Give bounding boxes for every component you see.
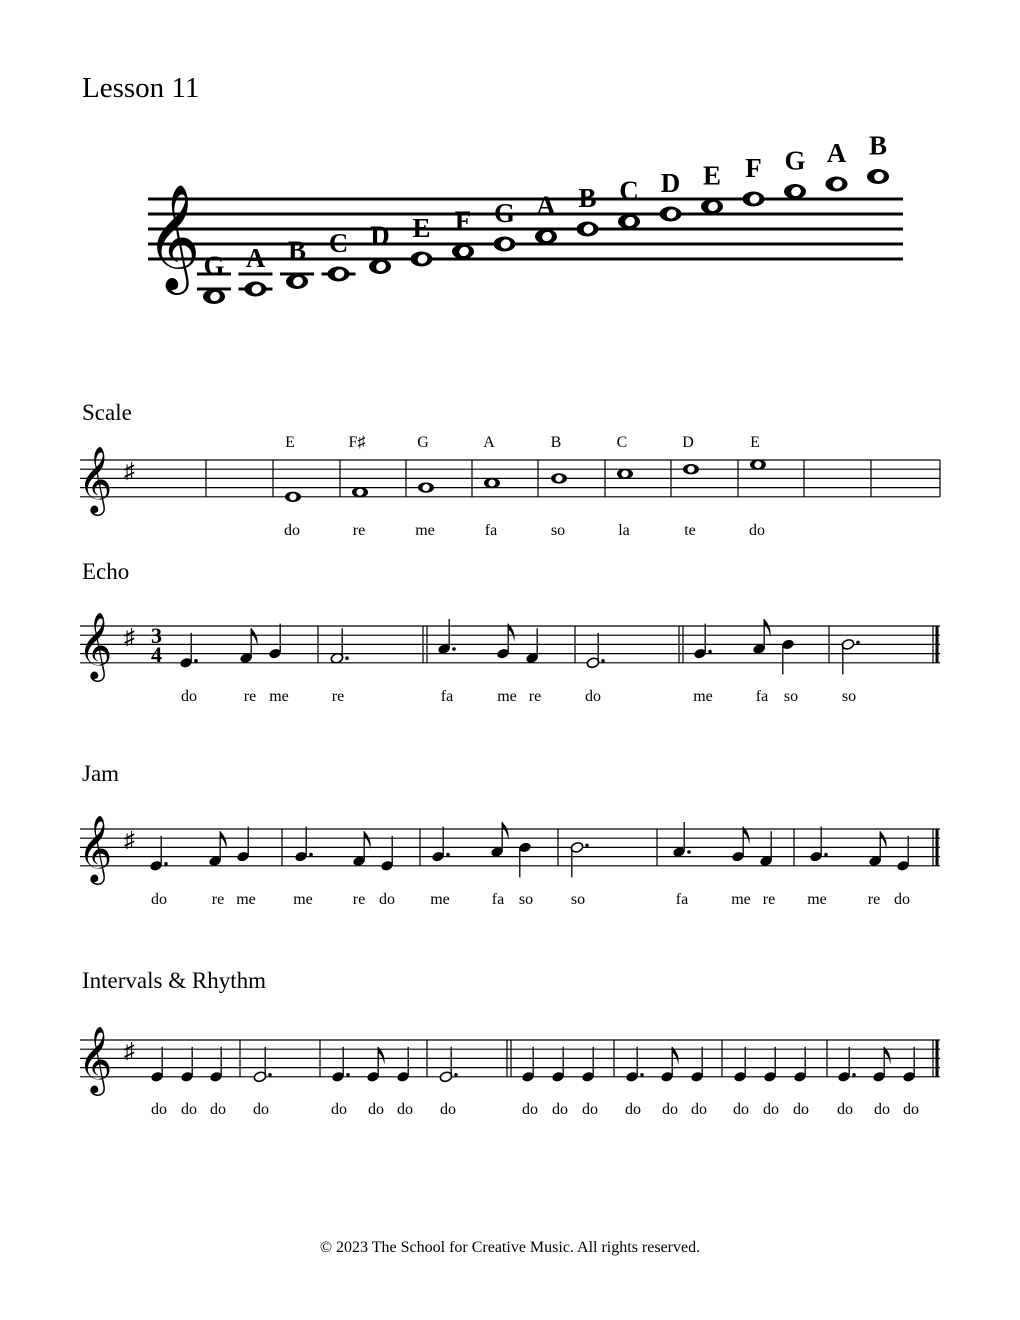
whole-note xyxy=(683,464,699,474)
quarter-note xyxy=(581,1047,595,1083)
whole-note xyxy=(286,274,308,289)
note-letter: F♯ xyxy=(348,434,366,451)
quarter-note xyxy=(437,619,456,655)
quarter-note xyxy=(733,1047,747,1083)
solfege-syllable: re xyxy=(762,891,776,908)
whole-note xyxy=(352,487,368,497)
note-letter: B xyxy=(550,434,562,451)
solfege-syllable: fa xyxy=(440,688,454,705)
note-letter: A xyxy=(536,190,556,221)
eighth-note xyxy=(490,822,509,858)
half-note xyxy=(439,1047,458,1083)
solfege-syllable: do xyxy=(181,1101,197,1118)
whole-note xyxy=(867,169,889,184)
quarter-note xyxy=(793,1047,807,1083)
solfege-syllable: me xyxy=(293,891,313,908)
whole-note xyxy=(750,459,766,469)
staff xyxy=(78,447,940,516)
quarter-note xyxy=(150,1047,164,1083)
half-note xyxy=(330,628,349,664)
note-letter: A xyxy=(245,243,266,273)
quarter-note xyxy=(149,836,168,872)
note-letter: F xyxy=(745,153,762,183)
quarter-note xyxy=(763,1047,777,1083)
solfege-syllable: me xyxy=(415,522,435,539)
eighth-note xyxy=(872,1047,891,1083)
solfege-syllable: re xyxy=(211,891,225,908)
solfege-syllable: do xyxy=(379,891,395,908)
note-letter: E xyxy=(750,434,760,451)
half-note xyxy=(570,841,589,877)
sharp-icon: ♯ xyxy=(124,624,135,649)
note-letter: G xyxy=(784,145,806,176)
solfege-syllable: do xyxy=(585,688,601,705)
section-title-echo: Echo xyxy=(82,559,130,584)
quarter-note xyxy=(180,1047,194,1083)
note-letter: B xyxy=(868,130,888,161)
solfege-syllable: me xyxy=(807,891,827,908)
quarter-note xyxy=(809,827,828,863)
note-letter: C xyxy=(619,175,639,206)
quarter-note xyxy=(294,827,313,863)
quarter-note xyxy=(690,1047,704,1083)
treble-clef-icon: 𝄞 xyxy=(78,816,113,881)
solfege-syllable: fa xyxy=(675,891,689,908)
quarter-note xyxy=(693,624,712,660)
eighth-note xyxy=(752,619,771,655)
solfege-syllable: do xyxy=(397,1101,413,1118)
whole-note xyxy=(203,289,225,304)
half-note xyxy=(841,638,860,674)
whole-note xyxy=(826,177,848,192)
whole-note xyxy=(369,259,391,274)
section-title-scale: Scale xyxy=(82,400,132,425)
solfege-syllable: so xyxy=(570,891,586,908)
sharp-icon: ♯ xyxy=(124,827,135,852)
whole-note xyxy=(328,267,350,282)
solfege-syllable: so xyxy=(518,891,534,908)
staff xyxy=(78,1027,940,1096)
solfege-syllable: do xyxy=(151,891,167,908)
quarter-note xyxy=(521,1047,535,1083)
solfege-syllable: me xyxy=(497,688,517,705)
solfege-syllable: re xyxy=(867,891,881,908)
staff xyxy=(78,816,940,885)
solfege-syllable: do xyxy=(749,522,765,539)
solfege-syllable: te xyxy=(684,522,696,539)
note-letter: D xyxy=(682,434,694,451)
quarter-note xyxy=(896,836,910,872)
treble-clef-icon: 𝄞 xyxy=(78,1027,113,1092)
solfege-syllable: do xyxy=(210,1101,226,1118)
whole-note xyxy=(494,237,516,252)
solfege-syllable: do xyxy=(368,1101,384,1118)
note-letter: A xyxy=(826,138,847,168)
whole-note xyxy=(784,184,806,199)
solfege-syllable: me xyxy=(430,891,450,908)
whole-note xyxy=(245,282,267,297)
time-signature: 4 xyxy=(151,642,162,667)
whole-note xyxy=(701,199,723,214)
quarter-note xyxy=(431,827,450,863)
solfege-syllable: do xyxy=(181,688,197,705)
treble-clef-icon: 𝄞 xyxy=(78,613,113,678)
score xyxy=(0,340,1020,1200)
solfege-syllable: do xyxy=(284,522,300,539)
solfege-syllable: re xyxy=(331,688,345,705)
solfege-syllable: re xyxy=(352,891,366,908)
sharp-icon: ♯ xyxy=(124,1038,135,1063)
time-signature: 3 xyxy=(151,623,162,648)
treble-clef-icon xyxy=(146,185,200,295)
note-letter: E xyxy=(285,434,295,451)
solfege-syllable: do xyxy=(625,1101,641,1118)
note-letter: C xyxy=(328,228,349,258)
quarter-note xyxy=(380,836,394,872)
section-title-jam: Jam xyxy=(82,761,120,786)
quarter-note xyxy=(331,1047,350,1083)
whole-note xyxy=(551,473,567,483)
solfege-syllable: do xyxy=(582,1101,598,1118)
note-letter: G xyxy=(493,198,516,228)
quarter-note xyxy=(179,633,198,669)
whole-note xyxy=(452,244,474,259)
solfege-syllable: la xyxy=(618,522,630,539)
solfege-syllable: so xyxy=(841,688,857,705)
note-letter: E xyxy=(702,160,722,191)
eighth-note xyxy=(731,827,750,863)
solfege-syllable: do xyxy=(691,1101,707,1118)
solfege-syllable: do xyxy=(837,1101,853,1118)
note-letter: B xyxy=(287,235,307,266)
solfege-syllable: do xyxy=(151,1101,167,1118)
quarter-note xyxy=(236,827,250,863)
whole-note xyxy=(285,492,301,502)
quarter-note xyxy=(525,628,539,664)
solfege-syllable: fa xyxy=(484,522,498,539)
quarter-note xyxy=(396,1047,410,1083)
solfege-syllable: re xyxy=(243,688,257,705)
half-note xyxy=(253,1047,272,1083)
copyright-footer: © 2023 The School for Creative Music. All rights reserved. xyxy=(319,1239,701,1256)
solfege-syllable: do xyxy=(440,1101,456,1118)
quarter-note xyxy=(268,624,282,660)
solfege-syllable: do xyxy=(253,1101,269,1118)
solfege-syllable: do xyxy=(793,1101,809,1118)
section-title-intervals: Intervals & Rhythm xyxy=(82,968,266,993)
solfege-syllable: me xyxy=(731,891,751,908)
note-letter: G xyxy=(203,250,225,281)
eighth-note xyxy=(496,624,515,660)
lesson-title: Lesson 11 xyxy=(82,72,200,104)
note-letter: D xyxy=(370,220,390,251)
solfege-syllable: fa xyxy=(755,688,769,705)
eighth-note xyxy=(352,831,371,867)
solfege-syllable: do xyxy=(894,891,910,908)
quarter-note xyxy=(781,638,795,674)
note-letter: F xyxy=(454,205,472,236)
quarter-note xyxy=(551,1047,565,1083)
quarter-note xyxy=(518,841,532,877)
solfege-syllable: do xyxy=(763,1101,779,1118)
note-letter: A xyxy=(483,434,495,451)
whole-note xyxy=(743,192,765,207)
sharp-icon: ♯ xyxy=(124,458,135,483)
quarter-note xyxy=(209,1047,223,1083)
solfege-syllable: me xyxy=(693,688,713,705)
quarter-note xyxy=(902,1047,916,1083)
half-note xyxy=(586,633,605,669)
quarter-note xyxy=(625,1047,644,1083)
solfege-syllable: do xyxy=(331,1101,347,1118)
solfege-syllable: re xyxy=(528,688,542,705)
eighth-note xyxy=(868,831,887,867)
whole-note xyxy=(618,214,640,229)
whole-note xyxy=(411,252,433,267)
solfege-syllable: me xyxy=(236,891,256,908)
overview-staff xyxy=(0,0,1020,340)
solfege-syllable: fa xyxy=(491,891,505,908)
solfege-syllable: do xyxy=(903,1101,919,1118)
note-letter: B xyxy=(578,183,597,213)
svg-text:𝄞: 𝄞 xyxy=(146,186,201,288)
eighth-note xyxy=(239,628,258,664)
whole-note xyxy=(418,482,434,492)
note-letter: C xyxy=(616,434,628,451)
quarter-note xyxy=(672,822,691,858)
whole-note xyxy=(660,207,682,222)
solfege-syllable: do xyxy=(874,1101,890,1118)
whole-note xyxy=(577,222,599,237)
staff xyxy=(78,613,940,682)
solfege-syllable: do xyxy=(733,1101,749,1118)
eighth-note xyxy=(366,1047,385,1083)
solfege-syllable: do xyxy=(552,1101,568,1118)
whole-note xyxy=(484,478,500,488)
note-letter: E xyxy=(412,213,431,243)
solfege-syllable: so xyxy=(783,688,799,705)
quarter-note xyxy=(759,831,773,867)
eighth-note xyxy=(660,1047,679,1083)
treble-clef-icon: 𝄞 xyxy=(78,447,113,512)
solfege-syllable: so xyxy=(550,522,566,539)
solfege-syllable: re xyxy=(352,522,366,539)
note-letter: G xyxy=(417,434,429,451)
whole-note xyxy=(535,229,557,244)
solfege-syllable: do xyxy=(522,1101,538,1118)
note-letter: D xyxy=(660,168,681,198)
quarter-note xyxy=(837,1047,856,1083)
eighth-note xyxy=(208,831,227,867)
solfege-syllable: me xyxy=(269,688,289,705)
solfege-syllable: do xyxy=(662,1101,678,1118)
whole-note xyxy=(617,469,633,479)
